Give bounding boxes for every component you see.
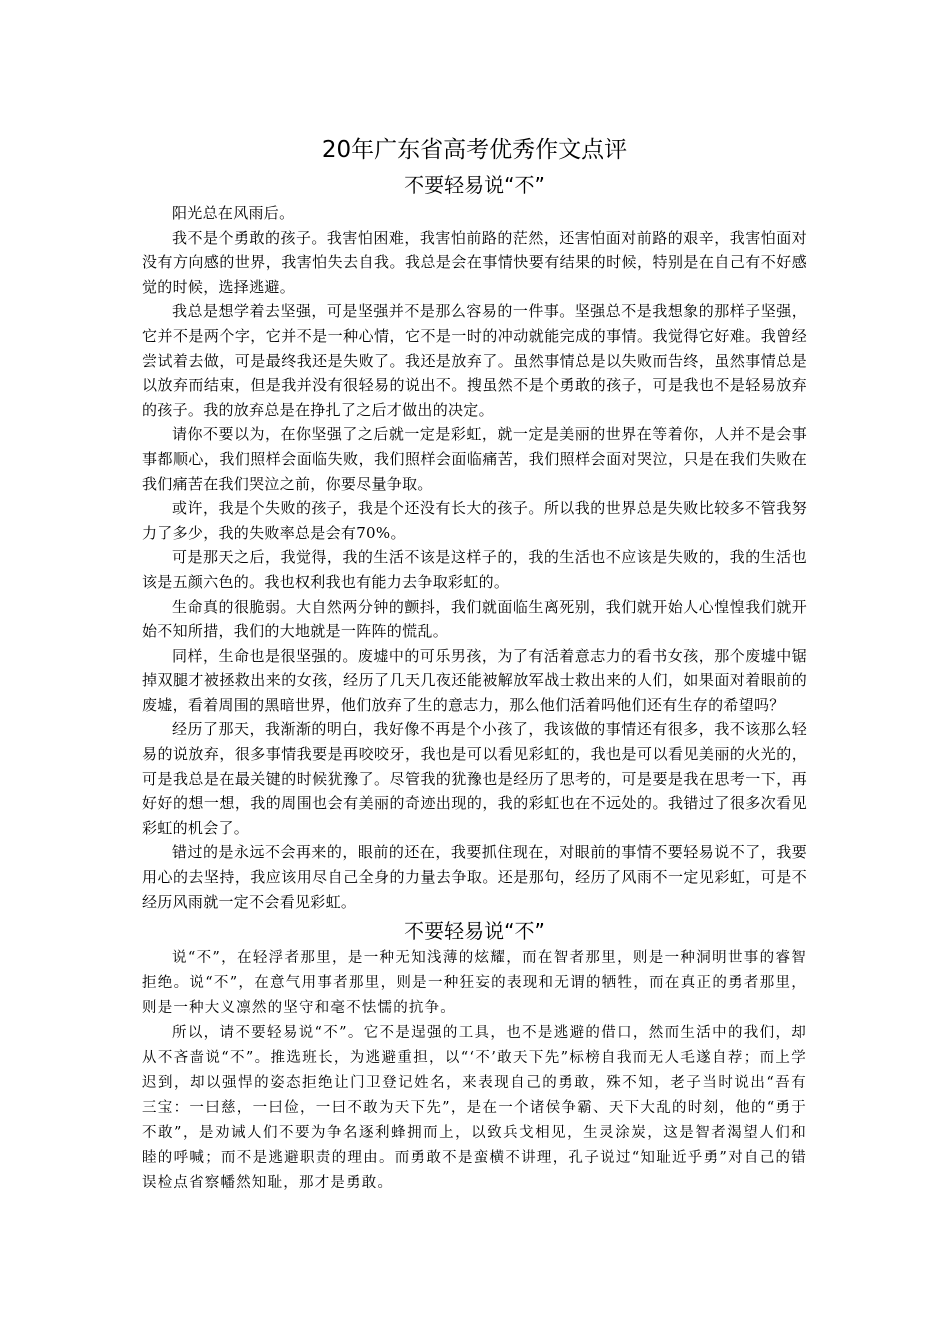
- essay1-paragraph: 请你不要以为，在你坚强了之后就一定是彩虹，就一定是美丽的世界在等着你，人并不是会事事都顺心，我们照样会面临失败，我们照样会面临痛苦，我们照样会面对哭泣，只是在我们失败在我们痛苦在我们哭泣之前，你要尽量争取。: [142, 425, 807, 493]
- essay1-paragraph: 错过的是永远不会再来的，眼前的还在，我要抓住现在，对眼前的事情不要轻易说不了，我要用心的去坚持，我应该用尽自己全身的力量去争取。还是那句，经历了风雨不一定见彩虹，可是不经历风雨就一定不会看见彩虹。: [142, 843, 807, 911]
- essay1-paragraph: 生命真的很脆弱。大自然两分钟的颤抖，我们就面临生离死别，我们就开始人心惶惶我们就开始不知所措，我们的大地就是一阵阵的慌乱。: [142, 597, 807, 641]
- essay1-paragraph: 经历了那天，我渐渐的明白，我好像不再是个小孩了，我该做的事情还有很多，我不该那么轻易的说放弃，很多事情我要是再咬咬牙，我也是可以看见彩虹的，我也是可以看见美丽的火光的，可是我总是在最关键的时候犹豫了。尽管我的犹豫也是经历了思考的，可是要是我在思考一下，再好好的想一想，我的周围也会有美丽的奇迹出现的，我的彩虹也在不远处的。我错过了很多次看见彩虹的机会了。: [142, 720, 807, 837]
- essay1-body: [142, 201, 807, 914]
- essay1-heading: 不要轻易说“不”: [404, 173, 545, 197]
- essay1-paragraph: 或许，我是个失败的孩子，我是个还没有长大的孩子。所以我的世界总是失败比较多不管我努力了多少，我的失败率总是会有70%。: [142, 499, 807, 542]
- essay2-body: [142, 946, 807, 1196]
- essay1-paragraph: 我不是个勇敢的孩子。我害怕困难，我害怕前路的茫然，还害怕面对前路的艰辛，我害怕面对没有方向感的世界，我害怕失去自我。我总是会在事情快要有结果的时候，特别是在自己有不好感觉的时候，选择逃避。: [142, 228, 807, 296]
- essay2-paragraph: 所以，请不要轻易说“不”。它不是逞强的工具，也不是逃避的借口，然而生活中的我们，却从不吝啬说“不”。推选班长，为逃避重担，以“‘不’敢天下先”标榜自我而无人毛遂自荐；而上学迟到，却以强悍的姿态拒绝让门卫登记姓名，来表现自己的勇敢，殊不知，老子当时说出“吾有三宝：一曰慈，一曰俭，一曰不敢为天下先”，是在一个诸侯争霸、天下大乱的时刻，他的“勇于不敢”，是劝诫人们不要为争名逐利蜂拥而上，以致兵戈相见，生灵涂炭，这是智者渴望人们和睦的呼喊；而不是逃避职责的理由。而勇敢不是蛮横不讲理，孔子说过“知耻近乎勇”对自己的错误检点省察幡然知耻，那才是勇敢。: [142, 1025, 807, 1192]
- essay1-paragraph: 阳光总在风雨后。: [172, 204, 295, 222]
- essay1-paragraph: 我总是想学着去坚强，可是坚强并不是那么容易的一件事。坚强总不是我想象的那样子坚强，它并不是两个字，它并不是一种心情，它不是一时的冲动就能完成的事情。我觉得它好难。我曾经尝试着去做，可是最终我还是失败了。我还是放弃了。虽然事情总是以失败而告终，虽然事情总是以放弃而结束，但是我并没有很轻易的说出不。搜虽然不是个勇敢的孩子，可是我也不是轻易放弃的孩子。我的放弃总是在挣扎了之后才做出的决定。: [142, 302, 807, 419]
- page-title: 20年广东省高考优秀作文点评: [321, 137, 628, 163]
- document-content: [142, 131, 807, 1196]
- essay1-paragraph: 同样，生命也是很坚强的。废墟中的可乐男孩，为了有活着意志力的看书女孩，那个废墟中锯掉双腿才被拯救出来的女孩，经历了几天几夜还能被解放军战士救出来的人们，如果面对着眼前的废墟，看着周围的黑暗世界，他们放弃了生的意志力，那么他们活着吗他们还有生存的希望吗？: [142, 646, 807, 714]
- essay2-paragraph: 说“不”，在轻浮者那里，是一种无知浅薄的炫耀，而在智者那里，则是一种洞明世事的睿智拒绝。说“不”，在意气用事者那里，则是一种狂妄的表现和无谓的牺牲，而在真正的勇者那里，则是一种大义凛然的坚守和毫不怯懦的抗争。: [142, 950, 807, 1017]
- essay2-heading: 不要轻易说“不”: [404, 919, 545, 944]
- essay1-paragraph: 可是那天之后，我觉得，我的生活不该是这样子的，我的生活也不应该是失败的，我的生活也该是五颜六色的。我也权利我也有能力去争取彩虹的。: [142, 548, 807, 591]
